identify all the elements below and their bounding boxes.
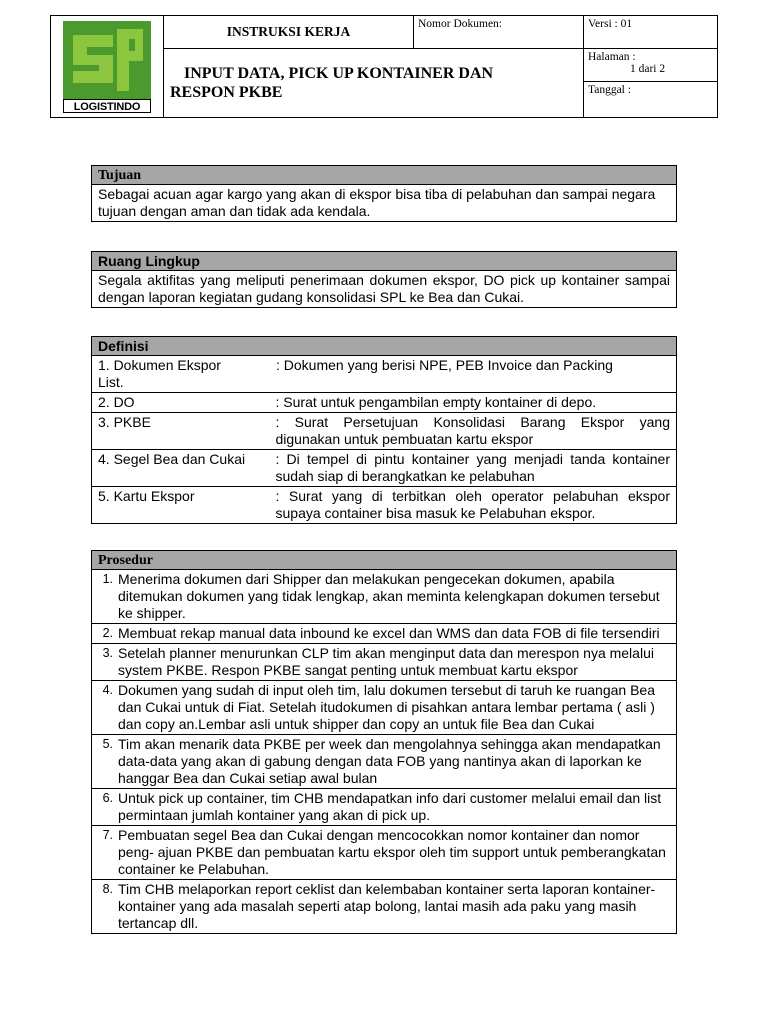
procedure-text: Menerima dokumen dari Shipper dan melakukan pengecekan dokumen, apabila ditemukan dokumen yang tidak lengkap, akan meminta kelengkapan dokumen tersebut ke shipper. (118, 571, 660, 621)
procedure-text: Pembuatan segel Bea dan Cukai dengan mencocokkan nomor kontainer dan nomor peng- ajuan PKBE dan pembuatan kartu ekspor oleh tim support untuk pemberangkatan container ke Pelabuhan. (118, 827, 666, 877)
logo-cell (51, 16, 164, 118)
company-logo (63, 21, 151, 113)
section-heading: Ruang Lingkup (92, 252, 677, 271)
nomor-dokumen: Nomor Dokumen: (414, 16, 584, 49)
definition-desc: : Surat untuk pengambilan empty kontainer di depo. (276, 393, 677, 413)
document-title (164, 49, 584, 118)
procedure-number: 3. (102, 646, 113, 660)
halaman-label: Halaman : (588, 51, 636, 63)
procedure-text: Tim akan menarik data PKBE per week dan mengolahnya sehingga akan mendapatkan data-data yang akan di gabung dengan data FOB yang nantinya akan di laporkan ke hanggar Bea dan Cukai setiap awal bulan (118, 736, 661, 786)
procedure-number: 2. (102, 626, 113, 640)
title-line-1: INPUT DATA, PICK UP KONTAINER DAN (184, 65, 494, 82)
definition-desc: : Di tempel di pintu kontainer yang menjadi tanda kontainer sudah siap di berangkatkan ke pelabuhan (276, 450, 677, 487)
definition-row (92, 393, 677, 413)
procedure-number: 4. (102, 683, 113, 697)
halaman-value: 1 dari 2 (630, 63, 666, 75)
procedure-item (92, 644, 677, 681)
definition-desc: : Surat Persetujuan Konsolidasi Barang Ekspor yang digunakan untuk pembuatan kartu ekspor (275, 414, 670, 447)
procedure-number: 7. (102, 828, 113, 842)
section-text: Segala aktifitas yang meliputi penerimaan dokumen ekspor, DO pick up kontainer sampai dengan laporan kegiatan gudang konsolidasi SPL ke Bea dan Cukai. (92, 271, 677, 308)
section-heading: Prosedur (92, 551, 677, 570)
procedure-text: Tim CHB melaporkan report ceklist dan kelembaban kontainer serta laporan kontainer-kontainer yang ada masalah seperti atap bolong, lantai masih ada paku yang masih tertancap dll. (118, 881, 656, 931)
section-definisi (91, 336, 677, 524)
definition-term: 4. Segel Bea dan Cukai (92, 450, 276, 487)
definition-term: 3. PKBE (92, 413, 276, 450)
tanggal: Tanggal : (584, 82, 718, 118)
definition-term: 2. DO (92, 393, 276, 413)
definition-row (92, 356, 677, 393)
procedure-item (92, 789, 677, 826)
procedure-item (92, 570, 677, 624)
section-prosedur (91, 550, 677, 934)
section-tujuan (91, 165, 677, 222)
procedure-number: 5. (102, 737, 113, 751)
definition-row (92, 450, 677, 487)
procedure-number: 1. (102, 572, 113, 586)
definition-desc-cont: List. (98, 374, 124, 390)
section-text: Sebagai acuan agar kargo yang akan di ekspor bisa tiba di pelabuhan dan sampai negara tujuan dengan aman dan tidak ada kendala. (92, 185, 677, 222)
definition-row (92, 413, 677, 450)
doc-type: INSTRUKSI KERJA (164, 16, 414, 49)
procedure-text: Dokumen yang sudah di input oleh tim, lalu dokumen tersebut di taruh ke ruangan Bea dan Cukai untuk di Fiat. Setelah itudokumen di pisahkan antara lembar pertama ( asli ) dan copy an.Lembar asli untuk shipper dan copy an untuk file Bea dan Cukai (118, 682, 656, 732)
procedure-number: 8. (102, 882, 113, 896)
title-line-2: RESPON PKBE (170, 84, 283, 101)
procedure-item (92, 826, 677, 880)
section-heading: Definisi (92, 337, 677, 356)
definition-desc: : Dokumen yang berisi NPE, PEB Invoice dan Packing (276, 357, 613, 373)
procedure-number: 6. (102, 791, 113, 805)
procedure-text: Membuat rekap manual data inbound ke excel dan WMS dan data FOB di file tersendiri (118, 625, 660, 641)
logo-mark-icon (63, 21, 151, 99)
section-heading: Tujuan (92, 166, 677, 185)
procedure-item (92, 735, 677, 789)
procedure-item (92, 624, 677, 644)
procedure-item (92, 880, 677, 934)
definition-desc: : Surat yang di terbitkan oleh operator pelabuhan ekspor supaya container bisa masuk ke Pelabuhan ekspor. (276, 487, 677, 524)
halaman (584, 49, 718, 82)
definition-term: 1. Dokumen Ekspor (98, 357, 221, 373)
logo-text: LOGISTINDO (63, 99, 151, 113)
definition-row (92, 487, 677, 524)
definition-term: 5. Kartu Ekspor (92, 487, 276, 524)
section-ruang-lingkup (91, 251, 677, 308)
procedure-text: Setelah planner menurunkan CLP tim akan menginput data dan merespon nya melalui system PKBE. Respon PKBE sangat penting untuk membuat kartu ekspor (118, 645, 654, 678)
document-header (50, 15, 718, 118)
versi: Versi : 01 (584, 16, 718, 49)
procedure-text: Untuk pick up container, tim CHB mendapatkan info dari customer melalui email dan list permintaan jumlah kontainer yang akan di pick up. (118, 790, 662, 823)
procedure-item (92, 681, 677, 735)
